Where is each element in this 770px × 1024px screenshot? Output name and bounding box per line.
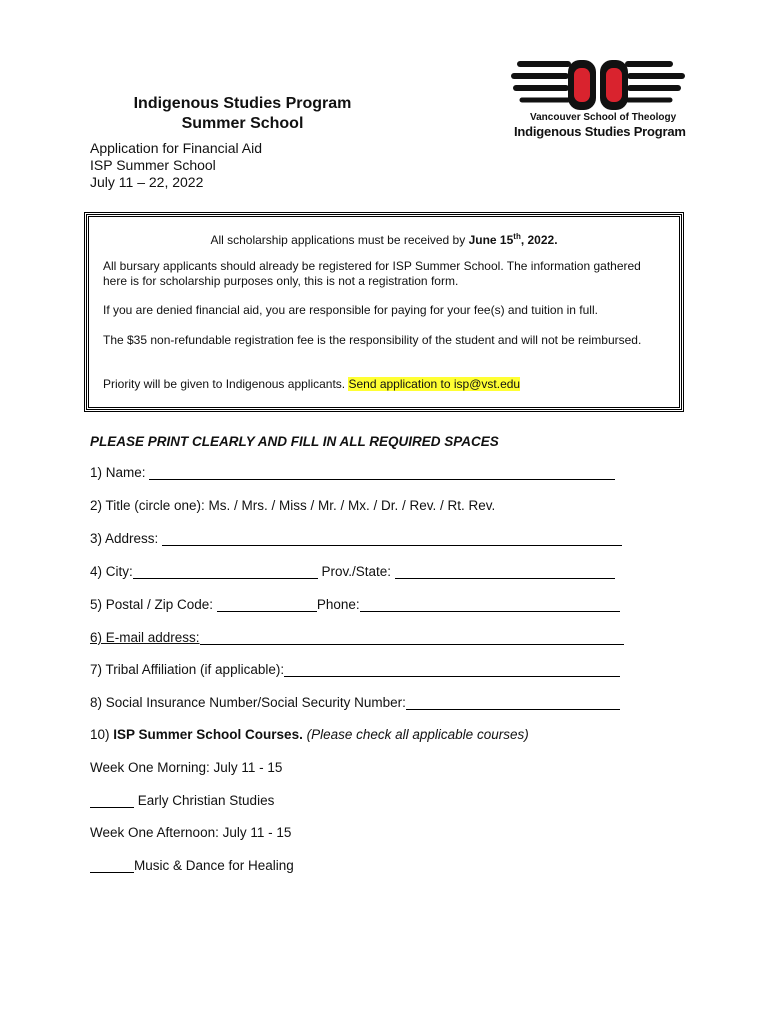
- send-application-email[interactable]: Send application to isp@vst.edu: [348, 377, 521, 391]
- course-early-christian-label: Early Christian Studies: [137, 793, 275, 808]
- name-label: 1) Name:: [90, 465, 146, 480]
- courses-instruction: (Please check all applicable courses): [306, 727, 529, 742]
- city-row: [90, 564, 615, 579]
- phone-field[interactable]: [360, 597, 620, 612]
- course-early-christian-checkbox[interactable]: [90, 793, 134, 808]
- postal-field[interactable]: [217, 597, 317, 612]
- bursary-notice: All bursary applicants should already be registered for ISP Summer School. The information gathered here is for scholarship purposes only, this is not a registration form.: [103, 259, 641, 288]
- courses-row: [90, 727, 529, 742]
- courses-number: 10): [90, 727, 114, 742]
- email-row: [90, 630, 624, 645]
- course-music-dance-row: [90, 858, 294, 873]
- form-title-line2: Summer School: [181, 115, 304, 132]
- subtitle-program: ISP Summer School: [90, 157, 216, 173]
- logo-program-name: Indigenous Studies Program: [514, 124, 686, 139]
- sin-row: [90, 695, 620, 710]
- print-clearly-heading: PLEASE PRINT CLEARLY AND FILL IN ALL REQUIRED SPACES: [90, 434, 499, 449]
- title-row[interactable]: 2) Title (circle one): Ms. / Mrs. / Miss / Mr. / Mx. / Dr. / Rev. / Rt. Rev.: [90, 498, 496, 513]
- address-label: 3) Address:: [90, 531, 159, 546]
- course-music-dance-checkbox[interactable]: [90, 858, 134, 873]
- postal-label: 5) Postal / Zip Code:: [90, 597, 214, 612]
- city-field[interactable]: [133, 564, 318, 579]
- courses-heading: ISP Summer School Courses.: [113, 727, 303, 742]
- notice-box: [86, 214, 682, 410]
- sin-label: 8) Social Insurance Number/Social Security Number:: [90, 695, 406, 710]
- sin-field[interactable]: [406, 695, 620, 710]
- prov-field[interactable]: [395, 564, 615, 579]
- tribal-label: 7) Tribal Affiliation (if applicable):: [90, 662, 285, 677]
- name-row: [90, 465, 615, 480]
- deadline-text: All scholarship applications must be received by: [210, 233, 469, 247]
- form-title-line1: Indigenous Studies Program: [133, 95, 352, 112]
- phone-label: Phone:: [316, 597, 360, 612]
- deadline-date: June 15: [468, 233, 514, 247]
- priority-notice: [103, 377, 665, 392]
- prov-label: Prov./State:: [321, 564, 392, 579]
- postal-row: [90, 597, 620, 612]
- logo-school-name: Vancouver School of Theology: [530, 112, 677, 123]
- week-one-afternoon-label: Week One Afternoon: July 11 - 15: [90, 825, 292, 840]
- denied-aid-notice: If you are denied financial aid, you are responsible for paying for your fee(s) and tuition in full.: [103, 303, 598, 317]
- registration-fee-notice: The $35 non-refundable registration fee is the responsibility of the student and will not be reimbursed.: [103, 333, 642, 347]
- course-early-christian-row: [90, 793, 274, 808]
- course-music-dance-label: Music & Dance for Healing: [134, 858, 294, 873]
- email-field[interactable]: [200, 630, 624, 645]
- week-one-morning-label: Week One Morning: July 11 - 15: [90, 760, 283, 775]
- priority-text: Priority will be given to Indigenous applicants.: [103, 377, 349, 391]
- deadline-sup: th: [513, 232, 521, 241]
- email-label: 6) E-mail address:: [90, 630, 200, 645]
- name-field[interactable]: [149, 465, 615, 480]
- city-label: 4) City:: [90, 564, 133, 579]
- tribal-row: [90, 662, 620, 677]
- tribal-field[interactable]: [284, 662, 620, 677]
- subtitle-application: Application for Financial Aid: [90, 140, 262, 156]
- address-row: [90, 531, 622, 546]
- address-field[interactable]: [162, 531, 622, 546]
- deadline-year: , 2022.: [520, 233, 558, 247]
- subtitle-dates: July 11 – 22, 2022: [90, 174, 204, 190]
- deadline-notice: [103, 229, 665, 248]
- logo-emblem-icon: [510, 58, 686, 114]
- vst-isp-logo: [510, 58, 686, 142]
